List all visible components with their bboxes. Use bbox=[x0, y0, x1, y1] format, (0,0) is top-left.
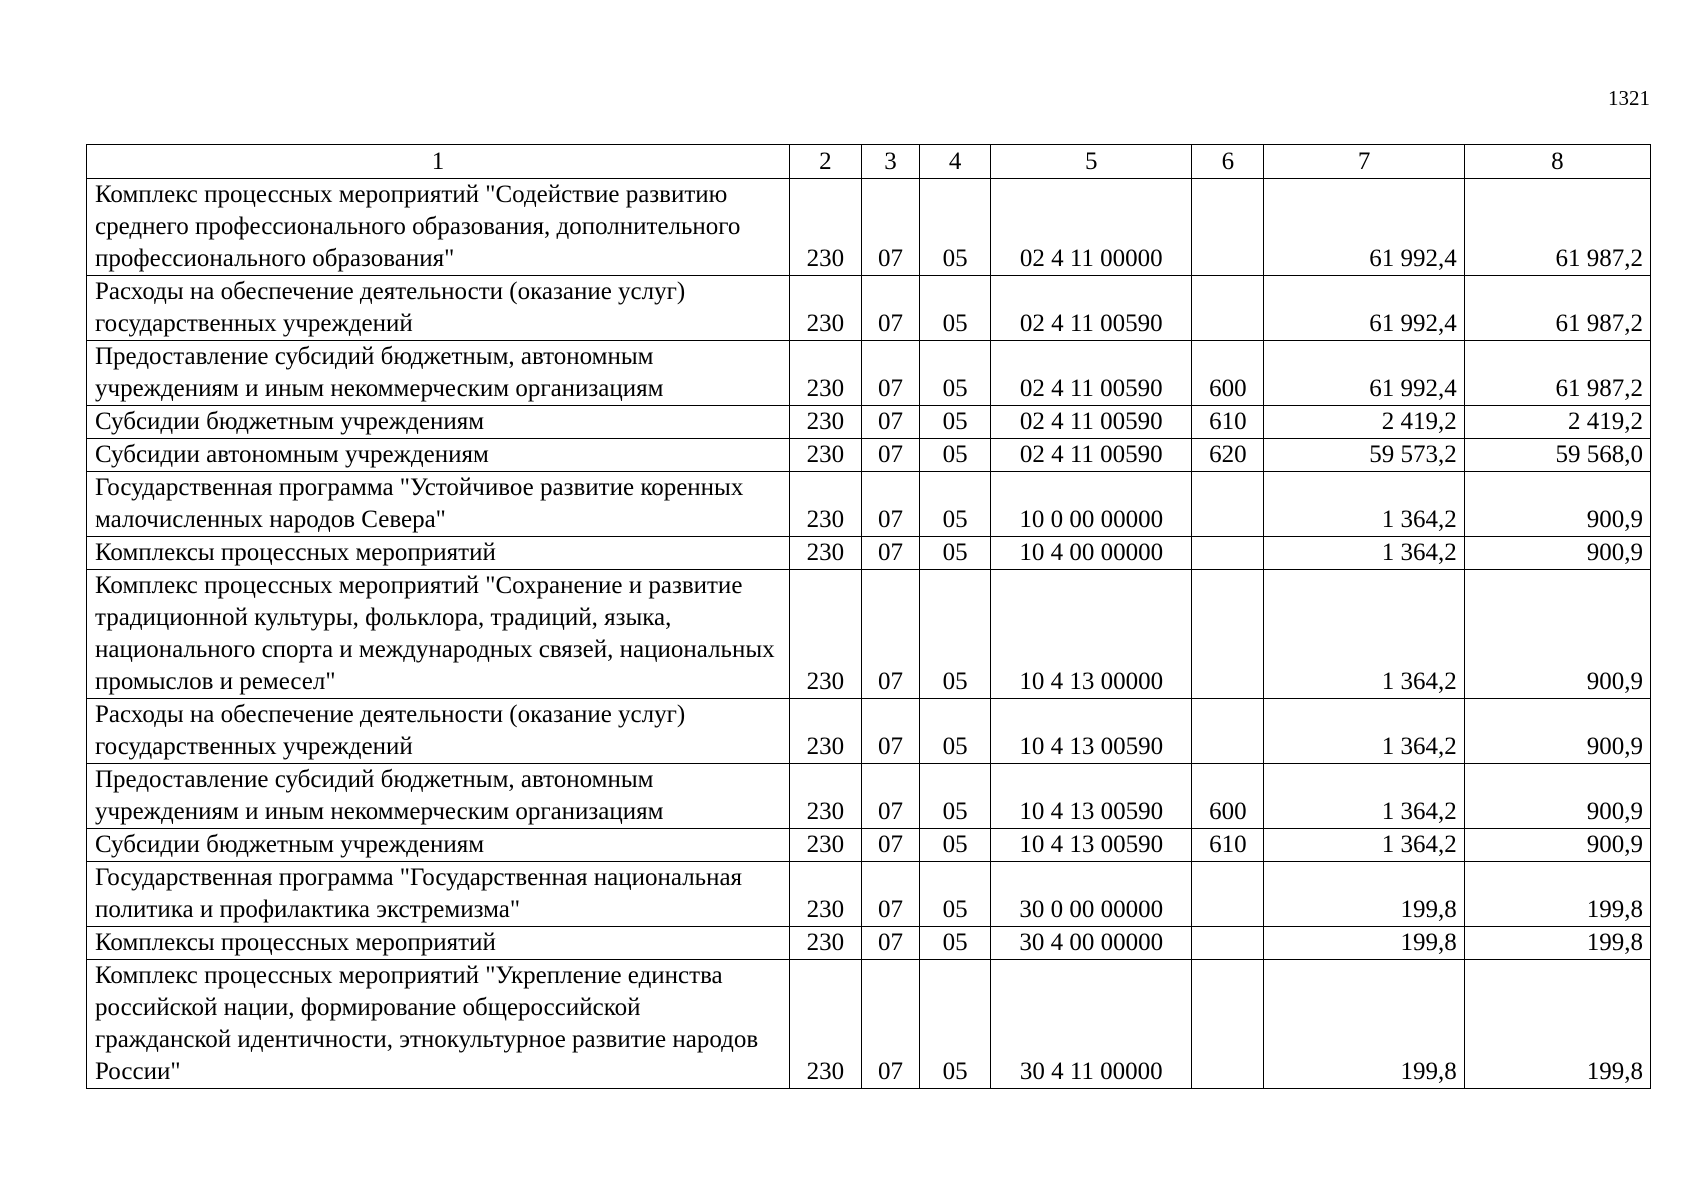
row-amount-cell: 61 987,2 bbox=[1464, 341, 1650, 406]
row-name-cell: Субсидии автономным учреждениям bbox=[87, 439, 790, 472]
row-subsection-cell: 05 bbox=[920, 439, 991, 472]
row-amount-cell: 61 992,4 bbox=[1264, 276, 1464, 341]
row-type-cell bbox=[1192, 862, 1264, 927]
row-code-cell: 230 bbox=[789, 927, 861, 960]
row-name-cell: Расходы на обеспечение деятельности (оказание услуг) государственных учреждений bbox=[87, 276, 790, 341]
row-amount-cell: 2 419,2 bbox=[1264, 406, 1464, 439]
row-code-cell: 230 bbox=[789, 537, 861, 570]
row-type-cell bbox=[1192, 179, 1264, 276]
row-amount-cell: 59 568,0 bbox=[1464, 439, 1650, 472]
header-cell: 6 bbox=[1192, 145, 1264, 179]
row-section-cell: 07 bbox=[861, 829, 919, 862]
row-subsection-cell: 05 bbox=[920, 960, 991, 1089]
row-name-cell: Предоставление субсидий бюджетным, автономным учреждениям и иным некоммерческим организациям bbox=[87, 341, 790, 406]
table-row bbox=[87, 439, 1651, 472]
row-code-cell: 230 bbox=[789, 472, 861, 537]
budget-table bbox=[86, 144, 1651, 1089]
row-code-cell: 230 bbox=[789, 829, 861, 862]
row-amount-cell: 199,8 bbox=[1264, 927, 1464, 960]
header-cell: 3 bbox=[861, 145, 919, 179]
row-section-cell: 07 bbox=[861, 276, 919, 341]
row-amount-cell: 61 992,4 bbox=[1264, 179, 1464, 276]
row-target-cell: 02 4 11 00590 bbox=[991, 276, 1192, 341]
row-code-cell: 230 bbox=[789, 764, 861, 829]
row-target-cell: 10 4 13 00590 bbox=[991, 764, 1192, 829]
table-row bbox=[87, 829, 1651, 862]
row-code-cell: 230 bbox=[789, 960, 861, 1089]
row-section-cell: 07 bbox=[861, 406, 919, 439]
row-name-cell: Субсидии бюджетным учреждениям bbox=[87, 829, 790, 862]
row-type-cell: 620 bbox=[1192, 439, 1264, 472]
row-target-cell: 02 4 11 00000 bbox=[991, 179, 1192, 276]
row-amount-cell: 900,9 bbox=[1464, 829, 1650, 862]
table-row bbox=[87, 764, 1651, 829]
table-row bbox=[87, 276, 1651, 341]
row-subsection-cell: 05 bbox=[920, 570, 991, 699]
row-name-cell: Комплекс процессных мероприятий "Содействие развитию среднего профессионального образования, дополнительного профессионального образования" bbox=[87, 179, 790, 276]
row-target-cell: 02 4 11 00590 bbox=[991, 341, 1192, 406]
page-number: 1321 bbox=[1608, 86, 1650, 110]
row-amount-cell: 59 573,2 bbox=[1264, 439, 1464, 472]
row-amount-cell: 1 364,2 bbox=[1264, 829, 1464, 862]
row-code-cell: 230 bbox=[789, 570, 861, 699]
row-type-cell: 600 bbox=[1192, 764, 1264, 829]
row-section-cell: 07 bbox=[861, 927, 919, 960]
row-name-cell: Государственная программа "Устойчивое развитие коренных малочисленных народов Севера" bbox=[87, 472, 790, 537]
row-subsection-cell: 05 bbox=[920, 341, 991, 406]
header-cell: 4 bbox=[920, 145, 991, 179]
header-cell: 7 bbox=[1264, 145, 1464, 179]
table-row bbox=[87, 406, 1651, 439]
row-subsection-cell: 05 bbox=[920, 862, 991, 927]
row-subsection-cell: 05 bbox=[920, 537, 991, 570]
row-target-cell: 02 4 11 00590 bbox=[991, 439, 1192, 472]
row-code-cell: 230 bbox=[789, 862, 861, 927]
row-amount-cell: 61 987,2 bbox=[1464, 179, 1650, 276]
row-target-cell: 10 4 13 00590 bbox=[991, 699, 1192, 764]
header-cell: 5 bbox=[991, 145, 1192, 179]
row-amount-cell: 900,9 bbox=[1464, 699, 1650, 764]
row-amount-cell: 1 364,2 bbox=[1264, 699, 1464, 764]
row-amount-cell: 199,8 bbox=[1464, 960, 1650, 1089]
row-section-cell: 07 bbox=[861, 179, 919, 276]
row-amount-cell: 900,9 bbox=[1464, 764, 1650, 829]
table-row bbox=[87, 179, 1651, 276]
table-row bbox=[87, 699, 1651, 764]
row-subsection-cell: 05 bbox=[920, 829, 991, 862]
row-subsection-cell: 05 bbox=[920, 406, 991, 439]
row-amount-cell: 199,8 bbox=[1464, 862, 1650, 927]
row-target-cell: 30 4 11 00000 bbox=[991, 960, 1192, 1089]
row-target-cell: 30 4 00 00000 bbox=[991, 927, 1192, 960]
row-target-cell: 02 4 11 00590 bbox=[991, 406, 1192, 439]
row-code-cell: 230 bbox=[789, 406, 861, 439]
row-subsection-cell: 05 bbox=[920, 764, 991, 829]
row-section-cell: 07 bbox=[861, 341, 919, 406]
table-body bbox=[87, 145, 1651, 1089]
row-amount-cell: 1 364,2 bbox=[1264, 537, 1464, 570]
row-amount-cell: 199,8 bbox=[1464, 927, 1650, 960]
row-amount-cell: 1 364,2 bbox=[1264, 764, 1464, 829]
row-target-cell: 10 4 13 00000 bbox=[991, 570, 1192, 699]
row-section-cell: 07 bbox=[861, 699, 919, 764]
table-row bbox=[87, 341, 1651, 406]
row-target-cell: 10 0 00 00000 bbox=[991, 472, 1192, 537]
row-name-cell: Комплекс процессных мероприятий "Укрепление единства российской нации, формирование общероссийской гражданской идентичности, этнокультурное развитие народов России" bbox=[87, 960, 790, 1089]
row-amount-cell: 900,9 bbox=[1464, 570, 1650, 699]
header-cell: 2 bbox=[789, 145, 861, 179]
row-code-cell: 230 bbox=[789, 276, 861, 341]
row-type-cell bbox=[1192, 537, 1264, 570]
row-amount-cell: 199,8 bbox=[1264, 960, 1464, 1089]
row-amount-cell: 2 419,2 bbox=[1464, 406, 1650, 439]
row-name-cell: Предоставление субсидий бюджетным, автономным учреждениям и иным некоммерческим организациям bbox=[87, 764, 790, 829]
row-type-cell bbox=[1192, 699, 1264, 764]
row-type-cell: 600 bbox=[1192, 341, 1264, 406]
row-subsection-cell: 05 bbox=[920, 472, 991, 537]
row-name-cell: Расходы на обеспечение деятельности (оказание услуг) государственных учреждений bbox=[87, 699, 790, 764]
row-amount-cell: 61 987,2 bbox=[1464, 276, 1650, 341]
row-amount-cell: 1 364,2 bbox=[1264, 570, 1464, 699]
row-section-cell: 07 bbox=[861, 764, 919, 829]
row-target-cell: 30 0 00 00000 bbox=[991, 862, 1192, 927]
row-subsection-cell: 05 bbox=[920, 927, 991, 960]
row-target-cell: 10 4 00 00000 bbox=[991, 537, 1192, 570]
row-type-cell bbox=[1192, 472, 1264, 537]
row-type-cell bbox=[1192, 927, 1264, 960]
row-code-cell: 230 bbox=[789, 179, 861, 276]
table-row bbox=[87, 960, 1651, 1089]
row-section-cell: 07 bbox=[861, 537, 919, 570]
row-target-cell: 10 4 13 00590 bbox=[991, 829, 1192, 862]
row-code-cell: 230 bbox=[789, 699, 861, 764]
row-type-cell bbox=[1192, 960, 1264, 1089]
row-amount-cell: 1 364,2 bbox=[1264, 472, 1464, 537]
row-amount-cell: 900,9 bbox=[1464, 472, 1650, 537]
row-code-cell: 230 bbox=[789, 341, 861, 406]
table-header-row bbox=[87, 145, 1651, 179]
row-name-cell: Субсидии бюджетным учреждениям bbox=[87, 406, 790, 439]
row-type-cell: 610 bbox=[1192, 406, 1264, 439]
row-section-cell: 07 bbox=[861, 960, 919, 1089]
row-subsection-cell: 05 bbox=[920, 276, 991, 341]
row-subsection-cell: 05 bbox=[920, 179, 991, 276]
header-cell: 8 bbox=[1464, 145, 1650, 179]
row-section-cell: 07 bbox=[861, 862, 919, 927]
table-row bbox=[87, 570, 1651, 699]
table-row bbox=[87, 537, 1651, 570]
table-row bbox=[87, 927, 1651, 960]
row-name-cell: Комплексы процессных мероприятий bbox=[87, 537, 790, 570]
table-row bbox=[87, 472, 1651, 537]
row-type-cell bbox=[1192, 570, 1264, 699]
row-section-cell: 07 bbox=[861, 472, 919, 537]
table-row bbox=[87, 862, 1651, 927]
row-code-cell: 230 bbox=[789, 439, 861, 472]
row-name-cell: Комплексы процессных мероприятий bbox=[87, 927, 790, 960]
row-subsection-cell: 05 bbox=[920, 699, 991, 764]
row-name-cell: Комплекс процессных мероприятий "Сохранение и развитие традиционной культуры, фольклора, традиций, языка, национального спорта и международных связей, национальных промыслов и ремесел" bbox=[87, 570, 790, 699]
row-amount-cell: 199,8 bbox=[1264, 862, 1464, 927]
row-type-cell bbox=[1192, 276, 1264, 341]
row-name-cell: Государственная программа "Государственная национальная политика и профилактика экстремизма" bbox=[87, 862, 790, 927]
row-amount-cell: 900,9 bbox=[1464, 537, 1650, 570]
header-cell: 1 bbox=[87, 145, 790, 179]
row-section-cell: 07 bbox=[861, 439, 919, 472]
row-amount-cell: 61 992,4 bbox=[1264, 341, 1464, 406]
row-type-cell: 610 bbox=[1192, 829, 1264, 862]
row-section-cell: 07 bbox=[861, 570, 919, 699]
